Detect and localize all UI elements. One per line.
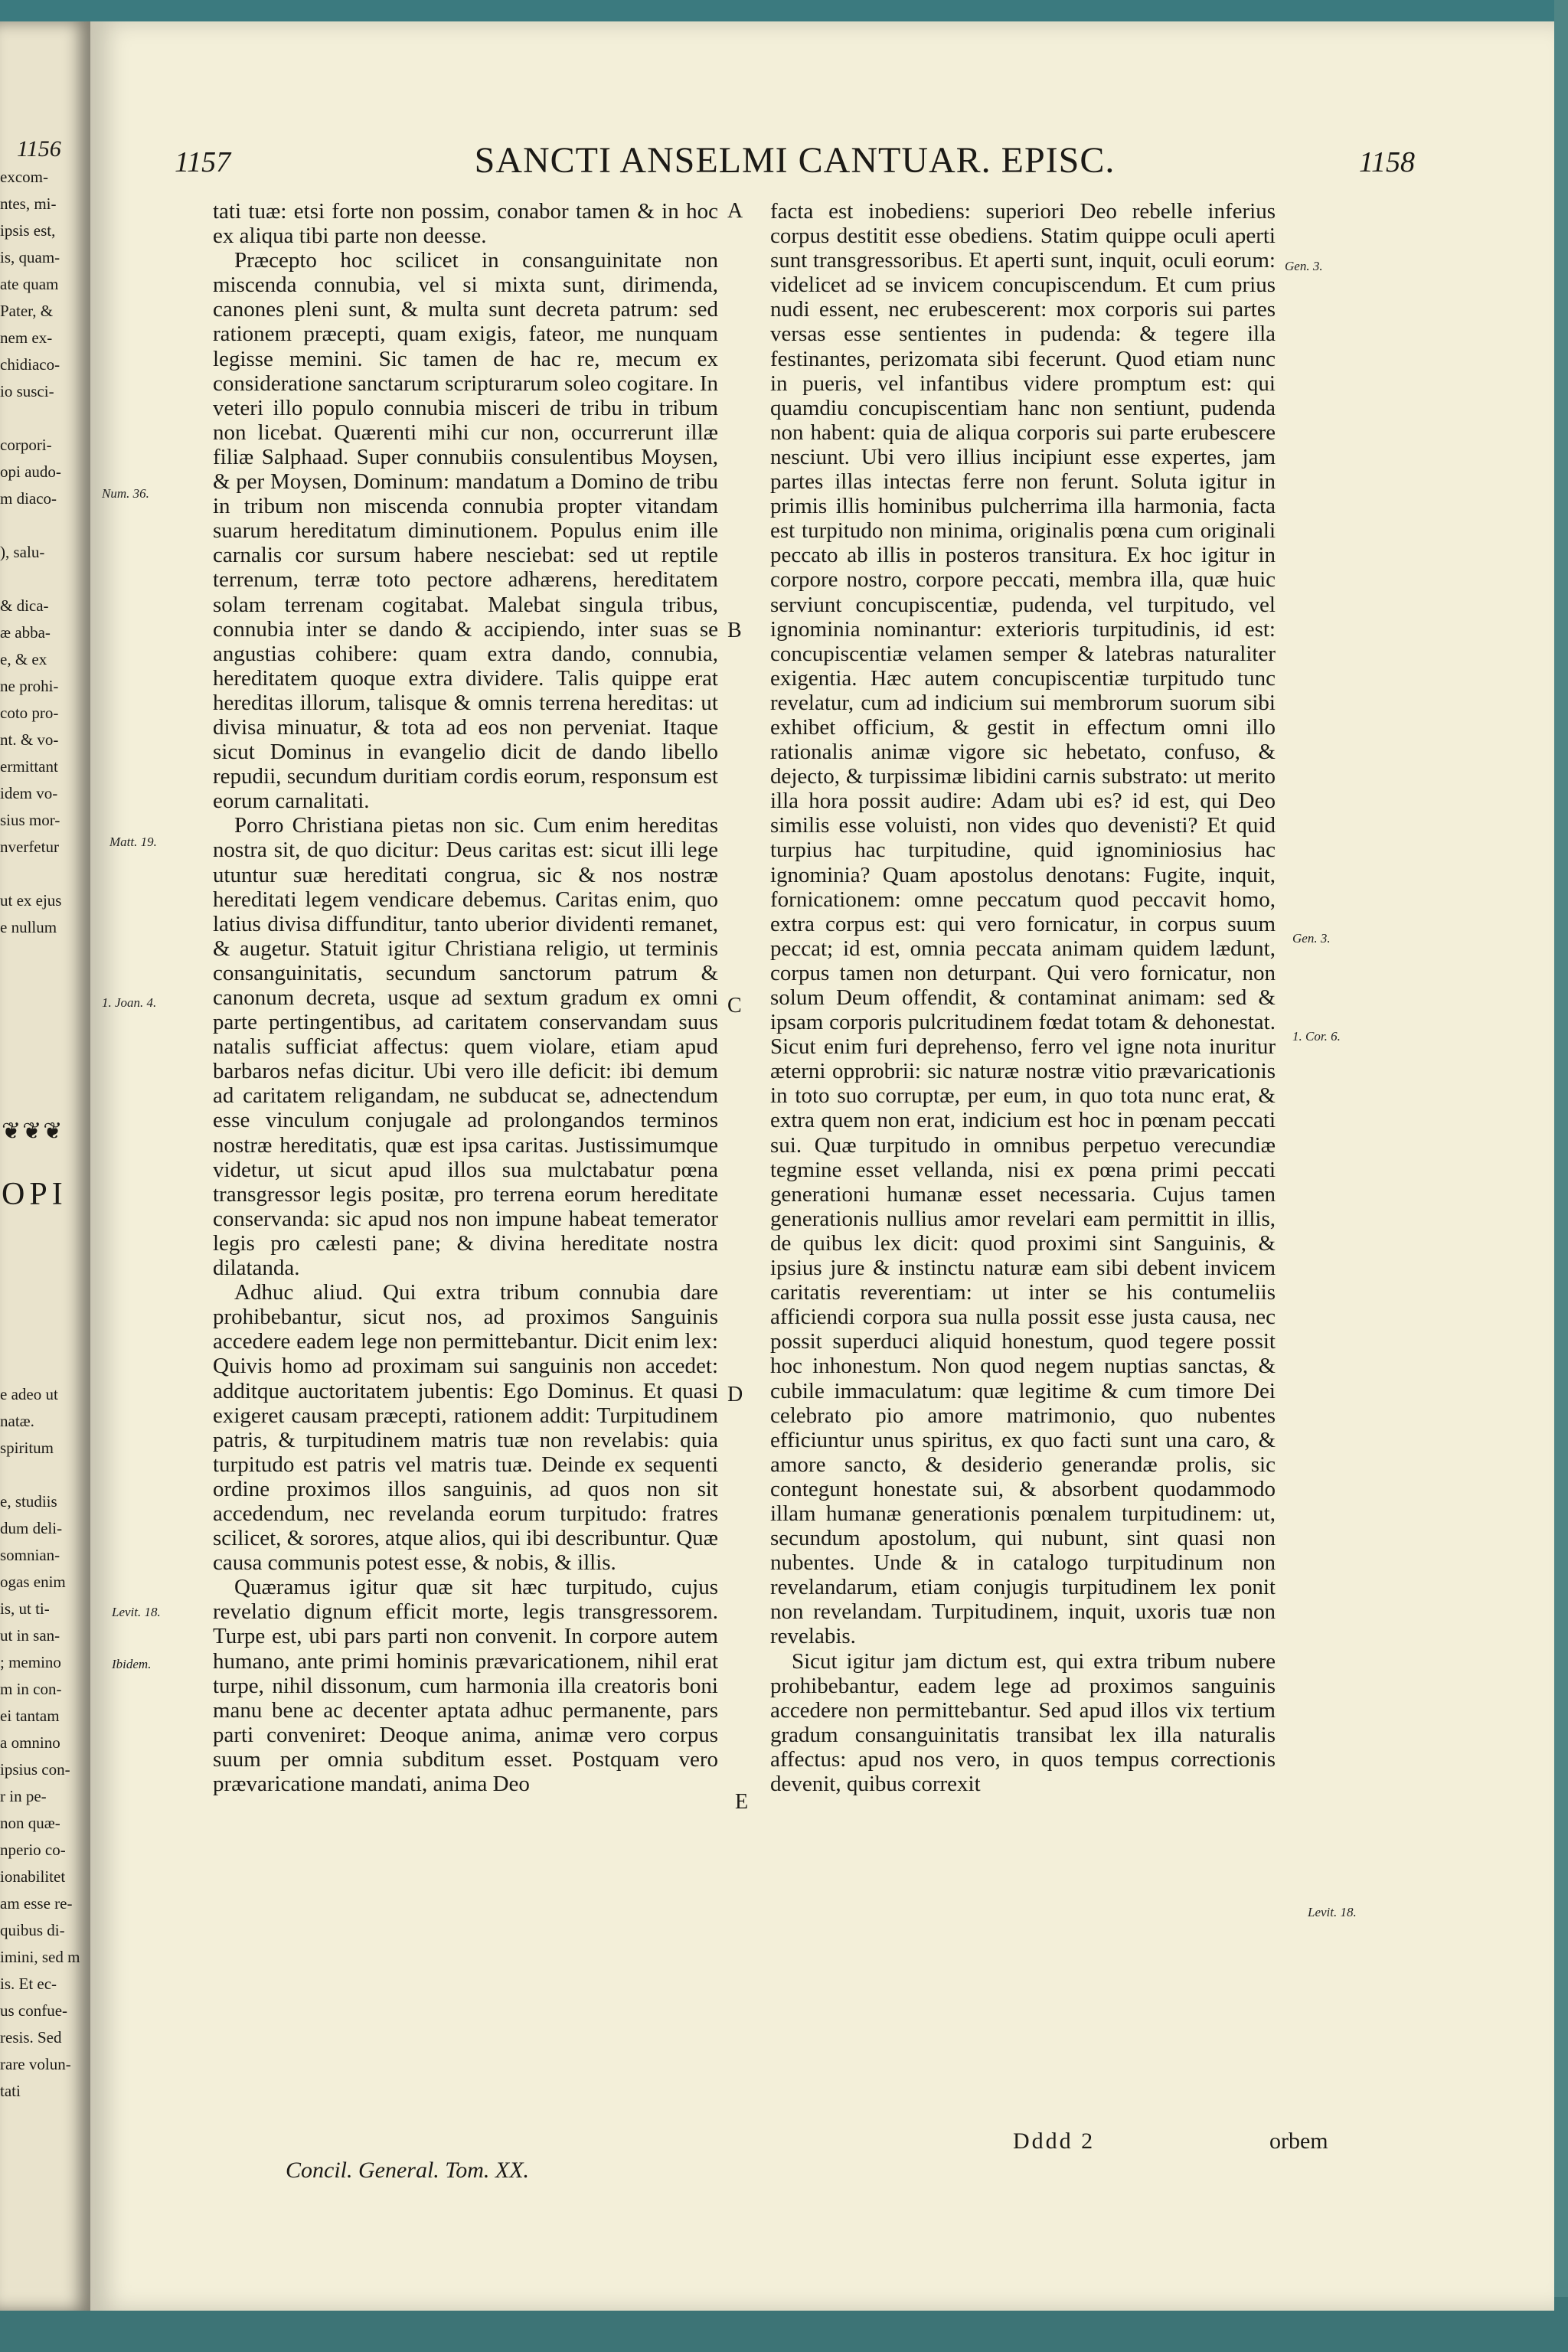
left-page-line: ut ex ejus [0, 891, 62, 910]
left-page-line: ogas enim [0, 1573, 66, 1591]
left-page-line: ipsius con- [0, 1760, 70, 1779]
left-page-line: nt. & vo- [0, 730, 59, 749]
section-letter: B [727, 619, 742, 642]
catchword: orbem [1269, 2128, 1328, 2154]
left-page-line: e, studiis [0, 1492, 57, 1511]
left-page-line: us confue- [0, 2001, 68, 2020]
footer-source: Concil. General. Tom. XX. [286, 2158, 530, 2183]
margin-note: Levit. 18. [1308, 1905, 1357, 1919]
left-page-line: r in pe- [0, 1787, 47, 1805]
paragraph: tati tuæ: etsi forte non possim, conabor tamen & in hoc ex aliqua tibi parte non deesse. [213, 199, 718, 249]
left-page-line: non quæ- [0, 1814, 60, 1832]
left-page-line: ne prohi- [0, 677, 59, 695]
left-page-line: coto pro- [0, 704, 59, 722]
left-page-line: ut in san- [0, 1626, 60, 1645]
margin-note: 1. Joan. 4. [102, 995, 157, 1010]
left-page-line: rare volun- [0, 2055, 71, 2073]
left-page-line: resis. Sed [0, 2028, 62, 2047]
left-page-line: ermittant [0, 757, 58, 776]
section-letter: D [727, 1383, 743, 1406]
left-page-line: m in con- [0, 1680, 62, 1698]
left-page-line: ate quam [0, 275, 59, 293]
right-text-column [770, 199, 1276, 1796]
section-letter: C [727, 994, 742, 1018]
left-page-line: ionabilitet [0, 1867, 66, 1886]
paragraph: Præcepto hoc scilicet in consanguinitate non miscenda connubia, vel si mixta sunt, dirimenda, canones pleni sunt, & multa sunt decreta patrum: sed rationem præcepti, quam exigis, fateor, me nunquam legisse memini. Sic tamen de hac re, mecum ex consideratione sanctarum scripturarum soleo cogitare. In veteri illo populo connubia misceri de tribu in tribum non licebat. Quærenti mihi cur non, occurrerunt illæ filiæ Salphaad. Super connubiis consulentibus Moysen, & per Moysen, Dominum: mandatum a Domino de tribu in tribum non miscenda connubia propter vitandam suarum hereditatum diminutionem. Populus enim ille carnalis cor sursum habere nesciebat: sed ut reptile terrenum, terræ toto pectore adhærens, hereditatem solam terrenam cogitabat. Malebat singula tribus, connubia inter se dando & accipiendo, inter suas se angustias cohibere: quam extra dando, connubia, hereditatem quoque extra dividere. Talis quippe erat hereditas illorum, talisque & omnis terrena hereditas: ut divisa minuatur, & tota ad eos non perveniat. Itaque sicut Dominus in evangelio dicit de dando libello repudii, secundum duritiam cordis eorum, responsum est eorum carnalitati. [213, 248, 718, 814]
left-page-line: chidiaco- [0, 355, 60, 374]
margin-note: Levit. 18. [112, 1605, 161, 1619]
left-page-line: nperio co- [0, 1841, 66, 1859]
paragraph: Porro Christiana pietas non sic. Cum enim hereditas nostra sit, de quo dicitur: Deus caritas est: sicut illi lege utuntur suæ hereditati congrua, sic & nos nostræ hereditati legem vendicare debemus. Caritas enim, quo latius divisa diffunditur, tanto uberior dividenti remanet, & augetur. Statuit igitur Christiana religio, ut terminis consanguinitatis, secundum sanctorum patrum & canonum decreta, usque ad sextum gradum ex omni parte pertingentibus, ad caritatem conservandam suus natalis sufficiat affectus: quem violare, etiam apud barbaros nefas dicitur. Ubi vero ille deficit: ibi demum ad caritatem religandam, ne subducat se, adnectendum esse vinculum conjugale ad prolongandos terminos nostræ hereditatis, quæ est ipsa caritas. Justissimumque videtur, ut sicut apud illos sua mulctabatur pœna transgressor legis positæ, pro terrena eorum hereditate conservanda: sic apud nos non impune habeat temerator legis pro cælesti pane; & divina hereditate nostra dilatanda. [213, 813, 718, 1281]
section-letter: E [735, 1790, 749, 1814]
margin-note: Gen. 3. [1285, 259, 1323, 273]
paragraph: Quæramus igitur quæ sit hæc turpitudo, cujus revelatio dignum efficit morte, legis transgressorem. Turpe est, ubi pars parti non convenit. In corpore autem humano, ante primi hominis prævaricationem, nihil erat turpe, nihil dissonum, cum harmonia illa creatoris boni manu bene ac decenter aptata adhuc permanente, pars parti conveniret: Deoque anima, animæ vero corpus suum per omnia subditum esset. Postquam vero prævaricatione mandati, anima Deo [213, 1575, 718, 1796]
paragraph: Adhuc aliud. Qui extra tribum connubia dare prohibebantur, sicut nos, ad proximos Sanguinis accedere eadem lege non permittebantur. Dicit enim lex: Quivis homo ad proximam sui sanguinis non accedet: additque auctoritatem jubentis: Ego Dominus. Et quasi exigeret causam præcepti, rationem addit: Turpitudinem patris, & turpitudinem matris tuæ non revelabis: quia turpitudo est patris vel matris tuæ. Deinde ex sequenti ordine proximos illos sanguinis, ad quos non sit accedendum, nec revelanda eorum turpitudo: fratres scilicet, & sorores, atque alios, qui ibi describuntur. Quæ causa communis potest esse, & nobis, & illis. [213, 1280, 718, 1576]
running-head [175, 140, 1415, 184]
left-page-line: a omnino [0, 1733, 60, 1752]
left-page-line: natæ. [0, 1412, 34, 1430]
left-page-heading: OPI [2, 1177, 67, 1212]
margin-note: 1. Cor. 6. [1292, 1029, 1341, 1044]
left-page-line: m diaco- [0, 489, 57, 508]
main-page [90, 21, 1554, 2311]
margin-note: Num. 36. [102, 486, 149, 501]
left-page-line: sius mor- [0, 811, 60, 829]
left-page-line: dum deli- [0, 1519, 63, 1537]
left-page-line: excom- [0, 168, 48, 186]
page-number-right: 1158 [1358, 146, 1415, 178]
left-page-line: & dica- [0, 596, 49, 615]
background-right [1554, 0, 1568, 2352]
left-page-line: nverfetur [0, 838, 59, 856]
left-page-line: am esse re- [0, 1894, 73, 1913]
left-page-ornament: ❦❦❦ [2, 1119, 64, 1144]
margin-note: Ibidem. [112, 1657, 152, 1671]
left-page-line: ei tantam [0, 1707, 60, 1725]
left-page-line: æ abba- [0, 623, 51, 642]
left-page-line: e, & ex [0, 650, 47, 668]
background-top [0, 0, 1568, 23]
section-letter: A [727, 199, 743, 223]
page-title: SANCTI ANSELMI CANTUAR. EPISC. [474, 140, 1116, 181]
left-page-line: e nullum [0, 918, 57, 936]
left-page-line: opi audo- [0, 462, 61, 481]
margin-note: Gen. 3. [1292, 931, 1331, 946]
signature-mark: Dddd 2 [1013, 2128, 1096, 2154]
paragraph: Sicut igitur jam dictum est, qui extra tribum nubere prohibebantur, eadem lege ad proximos sanguinis accedere non permittebantur. Sed apud illos vix tertium gradum consanguinitatis transibat lex illa naturalis affectus: apud nos vero, in quos tempus correctionis devenit, quibus correxit [770, 1648, 1276, 1796]
left-page-line: ntes, mi- [0, 194, 57, 213]
left-page-fragment [0, 21, 90, 2311]
left-page-line: quibus di- [0, 1921, 65, 1939]
left-page-line: Pater, & [0, 302, 54, 320]
left-page-line: spiritum [0, 1439, 54, 1457]
left-page-line: e adeo ut [0, 1385, 58, 1403]
left-page-line: nem ex- [0, 328, 53, 347]
margin-note: Matt. 19. [109, 835, 157, 849]
page-number-left: 1157 [175, 146, 231, 178]
left-page-line: io susci- [0, 382, 54, 400]
left-page-line: tati [0, 2082, 21, 2100]
left-page-line: is. Et ec- [0, 1975, 57, 1993]
left-page-number: 1156 [17, 136, 61, 162]
left-page-line: ), salu- [0, 543, 45, 561]
left-page-line: somnian- [0, 1546, 60, 1564]
paragraph: facta est inobediens: superiori Deo rebelle inferius corpus destitit esse obediens. Statim quippe oculi aperti sunt transgressoribus. Et aperti sunt, inquit, oculi eorum: videlicet ad se invicem concupiscendum. Et cum prius nudi essent, nec erubescerent: mox corporis sui partes versas esse sentientes in pudenda: & tegere illa festinantes, perizomata sibi fecerunt. Quod etiam nunc in pueris, vel infantibus videre promptum est: qui quamdiu concupiscentiam hanc non sentiunt, pudenda non habent: quia de aliqua corporis sui parte erubescere nesciunt. Ubi vero illius incipiunt esse expertes, jam partes illas intectas ferre non ferunt. Soluta igitur in primis illis hominibus pulcherrima illa harmonia, facta est turpitudo non minima, originalis pœna cum originali peccato ab illis in posteros transitura. Ex hoc igitur in corpore nostro, corpore peccati, membra illa, quæ huic serviunt concupiscentiæ, pudenda, vel turpitudo, vel ignominia nominantur: exterioris turpitudinis, id est: concupiscentiæ velamen semper & latebras naturaliter exigentia. Hæc autem concupiscentiæ turpitudo tunc revelatur, cum ad indicium sui membrorum suorum sibi exhibet officium, & gestit in effectum omni illo rationalis animæ vigore sic hebetato, confuso, & dejecto, & turpissimæ libidini carnis substrato: ut merito illa hora possit audire: Adam ubi es? id est, qui Deo similis esse voluisti, non vides quo devenisti? Et quid turpius hac turpitudine, quid ignominiosius hac ignominia? Quam apostolus denotans: Fugite, inquit, fornicationem: omne peccatum quod peccavit homo, extra corpus est: qui vero fornicatur, in corpus suum peccat; id est, omnia peccata animam quidem lædunt, corpus tamen non deturpant. Qui vero fornicatur, non solum Deum offendit, & contaminat animam: sed & ipsam corporis pulcritudinem fœdat totam & dehonestat. Sicut enim furi deprehenso, ferro vel igne nota inuritur æterni opprobrii: sic naturæ nostræ vitio prævaricationis in toto suo corruptæ, per eum, in quo tota nunc erat, & extra quem non erat, indicium est hoc in pœnam peccati sui. Quæ turpitudo in omnibus perpetuo verecundiæ tegmine esset vellanda, nisi ex pœna primi peccati generationi humanæ esset necessaria. Cujus tamen generationis nullius amor revelari eam permittit in illis, de quibus lex dicit: quod proximi sint Sanguinis, & ipsius jure & instinctu naturæ eam sibi debent invicem caritatis reverentiam: ut inter se his contumeliis afficiendi corpora sua nulla possit esse justa causa, nec possit superduci aliquid honestum, quod tegere possit hoc inhonestum. Non quod negem nuptias sanctas, & cubile immaculatum: quæ legitime & cum timore Dei celebrato pio amore matrimonio, quo nubentes efficiuntur unus spiritus, ex quo facti sunt una caro, & amore sancto, & desiderio generandæ prolis, sic contegunt honestate sui, & absorbent quodammodo illam humanæ generationis pœnalem turpitudinem: ut, secundum apostolum, qui nubunt, sint quasi non nubentes. Unde & in catalogo turpitudinum non revelandarum, etiam conjugis turpitudinem lex ponit non revelandam. Turpitudinem, inquit, uxoris tuæ non revelabis. [770, 199, 1276, 1649]
left-page-line: is, ut ti- [0, 1599, 50, 1618]
left-page-line: is, quam- [0, 248, 60, 266]
left-text-column [213, 199, 718, 1796]
left-page-line: ipsis est, [0, 221, 56, 240]
left-page-line: corpori- [0, 436, 52, 454]
left-page-line: ; memino [0, 1653, 61, 1671]
left-page-line: imini, sed m [0, 1948, 80, 1966]
left-page-line: idem vo- [0, 784, 58, 802]
